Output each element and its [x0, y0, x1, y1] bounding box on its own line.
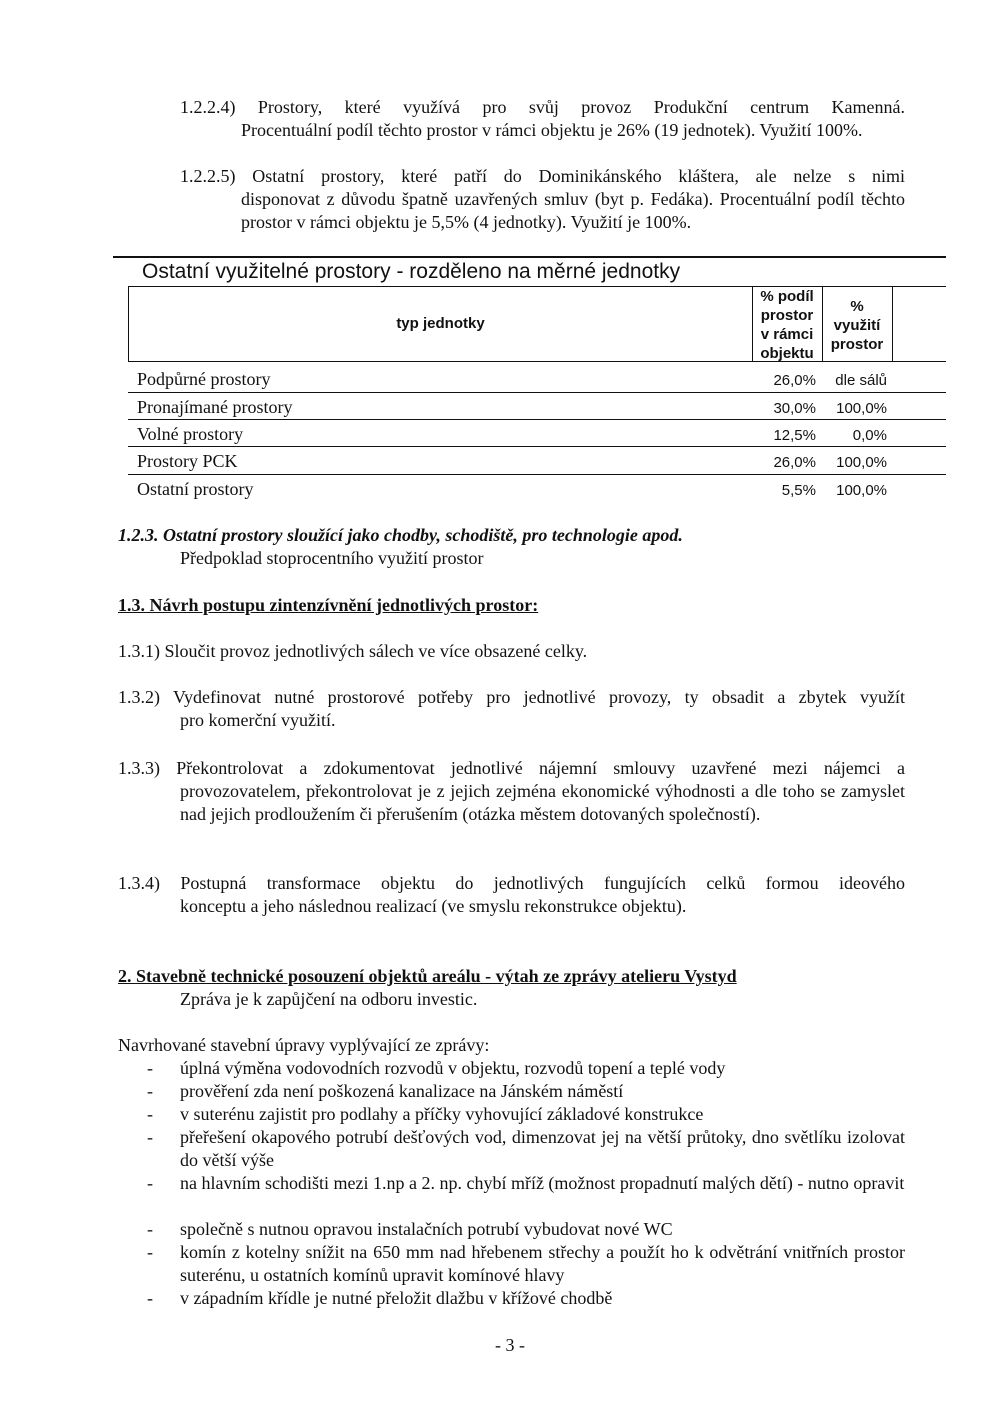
section-123-text: Předpoklad stoprocentního využití prostor — [180, 548, 484, 568]
page-number: - 3 - — [495, 1335, 525, 1355]
section-2-text: Zpráva je k zapůjčení na odboru investic. — [180, 989, 478, 1009]
header-share-line: % podíl — [760, 288, 814, 305]
header-usage-line: prostor — [830, 336, 884, 353]
paragraph-133-line1: 1.3.3) Překontrolovat a zdokumentovat jednotlivé nájemní smlouvy uzavřené mezi nájemci a — [118, 758, 905, 778]
table-header-divider-3 — [892, 286, 893, 361]
list-item: na hlavním schodišti mezi 1.np a 2. np. chybí mříž (možnost propadnutí malých dětí) - nutno opravit — [180, 1173, 905, 1193]
header-usage — [822, 297, 892, 354]
paragraph-134-cont: konceptu a jeho následnou realizací (ve smyslu rekonstrukce objektu). — [180, 896, 687, 916]
paragraph-1225-cont: disponovat z důvodu špatně uzavřených smluv (byt p. Fedáka). Procentuální podíl těchto prostor v rámci objektu je 5,5% (4 jednotky). Využití je 100%. — [241, 189, 905, 232]
table-header-border-bottom — [128, 361, 946, 362]
bullet-marker: - — [147, 1173, 153, 1193]
header-usage-line: využití — [833, 317, 881, 334]
row-share: 5,5% — [781, 482, 816, 499]
header-usage-line: % — [850, 298, 864, 315]
paragraph-1225-line1: 1.2.2.5) Ostatní prostory, které patří do Dominikánského kláštera, ale nelze s nimi — [180, 166, 905, 186]
bullet-marker: - — [147, 1081, 153, 1101]
paragraph-132-cont: pro komerční využití. — [180, 710, 336, 730]
paragraph-133-cont: provozovatelem, překontrolovat je z jejich zejména ekonomické výhodnosti a dle toho se zamyslet nad jejich prodloužením či přerušením (otázka městem dotovaných společností). — [180, 781, 905, 824]
row-name: Podpůrné prostory — [137, 369, 271, 389]
header-type: typ jednotky — [396, 315, 485, 332]
list-item: prověření zda není poškozená kanalizace na Jánském náměstí — [180, 1081, 624, 1101]
row-usage: 0,0% — [852, 427, 887, 444]
list-item: v západním křídle je nutné přeložit dlažbu v křížové chodbě — [180, 1288, 613, 1308]
row-name: Prostory PCK — [137, 451, 238, 471]
row-name: Volné prostory — [137, 424, 244, 444]
row-separator — [128, 446, 946, 447]
row-usage: dle sálů — [835, 372, 887, 389]
list-item: přeřešení okapového potrubí dešťových vod, dimenzovat jej na větší průtoky, dno světlíku izolovat do větší výše — [180, 1127, 905, 1170]
row-name: Pronajímané prostory — [137, 397, 293, 417]
section-2-intro: Navrhované stavební úpravy vyplývající ze zprávy: — [118, 1035, 490, 1055]
paragraph-132-line1: 1.3.2) Vydefinovat nutné prostorové potřeby pro jednotlivé provozy, ty obsadit a zbytek využít — [118, 687, 905, 707]
bullet-marker: - — [147, 1127, 153, 1147]
header-share-line: objektu — [760, 345, 814, 362]
row-share: 30,0% — [773, 400, 816, 417]
section-2-heading: 2. Stavebně technické posouzení objektů areálu - výtah ze zprávy atelieru Vystyd — [118, 966, 737, 986]
paragraph-134-line1: 1.3.4) Postupná transformace objektu do jednotlivých fungujících celků formou ideového — [118, 873, 905, 893]
list-item: společně s nutnou opravou instalačních potrubí vybudovat nové WC — [180, 1219, 673, 1239]
table-header-border-top — [128, 286, 946, 287]
section-13-heading: 1.3. Návrh postupu zintenzívnění jednotlivých prostor: — [118, 595, 539, 615]
bullet-marker: - — [147, 1219, 153, 1239]
bullet-marker: - — [147, 1242, 153, 1262]
bullet-marker: - — [147, 1288, 153, 1308]
row-usage: 100,0% — [836, 400, 887, 417]
list-item: v suterénu zajistit pro podlahy a příčky vyhovující základové konstrukce — [180, 1104, 704, 1124]
list-item: úplná výměna vodovodních rozvodů v objektu, rozvodů topení a teplé vody — [180, 1058, 726, 1078]
row-separator — [128, 474, 946, 475]
row-separator — [128, 392, 946, 393]
header-share-line: prostor — [760, 307, 814, 324]
header-share-line: v rámci — [760, 326, 814, 343]
table-title: Ostatní využitelné prostory - rozděleno na měrné jednotky — [142, 260, 681, 283]
section-123-heading: 1.2.3. Ostatní prostory sloužící jako chodby, schodiště, pro technologie apod. — [118, 525, 683, 545]
row-name: Ostatní prostory — [137, 479, 254, 499]
row-share: 26,0% — [773, 454, 816, 471]
paragraph-1224-cont: Procentuální podíl těchto prostor v rámci objektu je 26% (19 jednotek). Využití 100%. — [241, 120, 863, 140]
bullet-marker: - — [147, 1104, 153, 1124]
row-share: 12,5% — [773, 427, 816, 444]
row-usage: 100,0% — [836, 482, 887, 499]
header-share — [752, 287, 822, 363]
row-separator — [128, 419, 946, 420]
bullet-marker: - — [147, 1058, 153, 1078]
row-usage: 100,0% — [836, 454, 887, 471]
paragraph-131: 1.3.1) Sloučit provoz jednotlivých sálech ve více obsazené celky. — [118, 641, 588, 661]
list-item: komín z kotelny snížit na 650 mm nad hřebenem střechy a použít ho k odvětrání vnitřních prostor suterénu, u ostatních komínů upravit komínové hlavy — [180, 1242, 905, 1285]
row-share: 26,0% — [773, 372, 816, 389]
table-top-border — [113, 256, 946, 258]
paragraph-1224-line1: 1.2.2.4) Prostory, které využívá pro svůj provoz Produkční centrum Kamenná. — [180, 97, 905, 117]
